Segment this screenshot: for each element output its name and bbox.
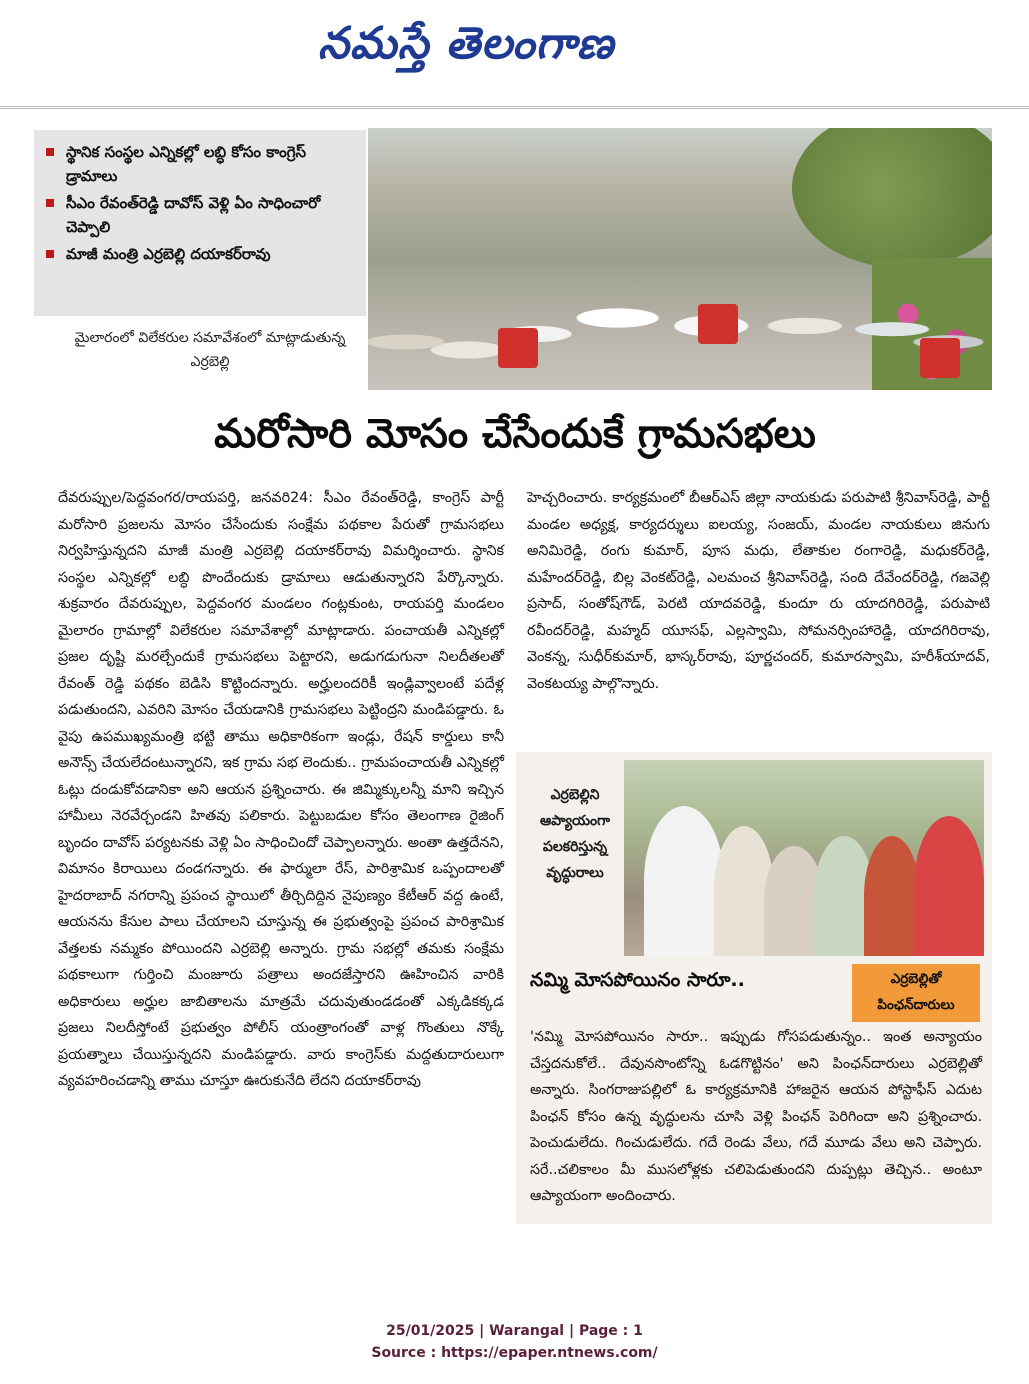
photo-person: [644, 806, 724, 956]
photo-crowd: [368, 230, 992, 390]
highlight-item: [46, 191, 356, 239]
photo-chair: [498, 328, 538, 368]
bullet-square-icon: [46, 199, 54, 207]
highlights-list: [34, 130, 366, 266]
pensioners-tag: ఎర్రబెల్లితో పింఛన్‌దారులు: [852, 964, 980, 1022]
photo-caption: మైలారంలో విలేకరుల సమావేశంలో మాట్లాడుతున్న ఎర్రబెల్లి: [74, 330, 346, 370]
photo-chair: [920, 338, 960, 378]
highlight-item: [46, 242, 356, 266]
bullet-square-icon: [46, 250, 54, 258]
masthead-rule: [0, 106, 1029, 109]
pensioners-photo: [624, 760, 984, 956]
article-body-column-1: దేవరుప్పుల/పెద్దవంగర/రాయపర్తి, జనవరి24: సీఎం రేవంత్‌రెడ్డి, కాంగ్రెస్ పార్టీ మరోసారి ప్రజలను మోసం చేసేందుకు సంక్షేమ పథకాల పేరుతో గ్రామసభలు నిర్వహిస్తున్నదని మాజీ మంత్రి ఎర్రబెల్లి దయాకర్‌రావు విమర్శించారు. స్థానిక సంస్థల ఎన్నికల్లో లబ్ధి పొందేందుకు డ్రామాలు ఆడుతున్నారని పేర్కొన్నారు. శుక్రవారం దేవరుప్పుల, పెద్దవంగర మండలం గంట్లకుంట, రాయపర్తి మండలం మైలారం గ్రామాల్లో విలేకరుల సమావేశాల్లో మాట్లాడారు. పంచాయతీ ఎన్నికల్లో ప్రజల దృష్టి మరల్చేందుకే గ్రామసభలు పెట్టారని, అడుగడుగునా నిలదీతలతో రేవంత్ రెడ్డి పథకం బెడిసి కొట్టిందన్నారు. అర్హులందరికీ ఇండ్లివ్వాలంటే పదేళ్ల పడుతుందని, ఎవరిని మోసం చేయడానికి గ్రామసభలు పెట్టింద్రని మండిపడ్డారు. ఓ వైపు ఉపముఖ్యమంత్రి భట్టి తాము అధికారికంగా ఇండ్లు, రేషన్ కార్డులు కానీ అనౌన్స్ చేయలేదంటున్నారని, ఇక గ్రామ సభ లెందుకు.. గ్రామపంచాయతీ ఎన్నికల్లో ఓట్లు దండుకోవడానికా అని ఆయన ప్రశ్నించారు. ఈ జిమ్మిక్కులన్నీ మాని ఇచ్చిన హామీలు నెరవేర్చండని హితవు పలికారు. పెట్టుబడుల కోసం తెలంగాణ రైజింగ్ బృందం దావోస్ పర్యటనకు వెళ్లి ఏం సాధించిందో చెప్పాలన్నారు. అంతా ఉత్తదేనని, విమానం కిరాయిలు దండగన్నారు. ఈ ఫార్ములా రేస్, పారిశ్రామిక ఒప్పందాలతో హైదరాబాద్ నగరాన్ని ప్రపంచ స్థాయిలో తీర్చిదిద్దిన నైపుణ్యం కేటీఆర్ వద్ద ఉంటే, ఆయనను కేసుల పాలు చేయాలని చూస్తున్న ఈ ప్రభుత్వంపై ప్రపంచ పారిశ్రామిక వేత్తలకు నమ్మకం పోయిందని ఎర్రబెల్లి అన్నారు. గ్రామ సభల్లో తమకు సంక్షేమ పథకాలుగా గుర్తించి మంజూరు పత్రాలు అందజేస్తారని ఊహించిన వారికి అధికారులు అర్హుల జాబితాలను మాత్రమే చదువుతుండడంతో ఎక్కడికక్కడ ప్రజలు నిలదీస్తోంటే ప్రభుత్వం పోలీస్ యంత్రాంగంతో వాళ్ల గొంతులు నొక్కే ప్రయత్నాలు చేయిస్తున్నదని మండిపడ్డారు. వారు కాంగ్రెస్‌కు మద్దతుదారులుగా వ్యవహరించడాన్ని తాము చూస్తూ ఊరుకునేది లేదని దయాకర్‌రావు: [58, 490, 504, 1089]
subhead: నమ్మి మోసపోయినం సారూ..: [530, 969, 745, 991]
highlight-text: సీఎం రేవంత్‌రెడ్డి దావోస్ వెళ్లి ఏం సాధించారో చెప్పాలి: [66, 194, 321, 236]
photo-person: [864, 836, 920, 956]
headline: మరోసారి మోసం చేసేందుకే గ్రామసభలు: [214, 411, 816, 457]
photo-person: [914, 816, 984, 956]
press-meet-photo: [368, 128, 992, 390]
masthead-logo: నమస్తే తెలంగాణ: [318, 18, 615, 69]
highlight-item: [46, 140, 356, 188]
highlight-text: మాజీ మంత్రి ఎర్రబెల్లి దయాకర్‌రావు: [66, 245, 271, 263]
pensioners-story: 'నమ్మి మోసపోయినం సారూ.. ఇప్పుడు గోసపడుతున్నం.. ఇంత అన్యాయం చేస్తదనుకోలే.. దేవునసొంటోన్ని ఓడగొట్టినం' అని పింఛన్‌దారులు ఎర్రబెల్లితో అన్నారు. సింగరాజుపల్లిలో ఓ కార్యక్రమానికి హాజరైన ఆయన పోస్టాఫీస్ ఎదుట పింఛన్ కోసం ఉన్న వృద్ధులను చూసి వెళ్లి పింఛన్ పెరిగిందా అని ప్రశ్నించారు. పెంచుడులేదు. గించుడులేదు. గదే రెండు వేలు, గదే మూడు వేలు అని చెప్పారు. సరే..చలికాలం మీ ముసలోళ్లకు చలిపెడుతుందని దుప్పట్లు తెచ్చిన.. అంటూ ఆప్యాయంగా అందించారు.: [530, 1029, 982, 1204]
highlight-text: స్థానిక సంస్థల ఎన్నికల్లో లబ్ధి కోసం కాంగ్రెస్ డ్రామాలు: [66, 143, 306, 185]
footer-source: Source : https://epaper.ntnews.com/: [371, 1345, 658, 1361]
highlights-box: [34, 130, 366, 316]
bullet-square-icon: [46, 148, 54, 156]
article-body-column-2: హెచ్చరించారు. కార్యక్రమంలో బీఆర్‌ఎస్ జిల్లా నాయకుడు పరుపాటి శ్రీనివాస్‌రెడ్డి, పార్టీ మండల అధ్యక్ష, కార్యదర్శులు ఐలయ్య, సంజయ్, మండల నాయకులు జినుగు అనిమిరెడ్డి, రంగు కుమార్, పూస మధు, లేతాకుల రంగారెడ్డి, మధుకర్‌రెడ్డి, మహేందర్‌రెడ్డి, బిల్ల వెంకట్‌రెడ్డి, ఎలమంచ శ్రీనివాస్‌రెడ్డి, సంది దేవేందర్‌రెడ్డి, గజవెల్లి ప్రసాద్, సంతోష్‌గౌడ్, పెరటి యాదవరెడ్డి, కుందూ రు యాదగిరిరెడ్డి, పరుపాటి రవీందర్‌రెడ్డి, మహ్మద్ యూసఫ్, ఎల్లస్వామి, సోమనర్సింహారెడ్డి, యాదగిరిరావు, వెంకన్న, సుధీర్‌కుమార్, భాస్కర్‌రావు, పూర్ణచందర్, కుమారస్వామి, హరీశ్‌యాదవ్, వెంకటయ్య పాల్గొన్నారు.: [527, 490, 990, 692]
side-photo-caption: ఎర్రబెల్లిని ఆప్యాయంగా పలకరిస్తున్న వృద్ధురాలు: [539, 787, 610, 881]
footer-date-edition: 25/01/2025 | Warangal | Page : 1: [386, 1323, 643, 1339]
photo-chair: [698, 304, 738, 344]
